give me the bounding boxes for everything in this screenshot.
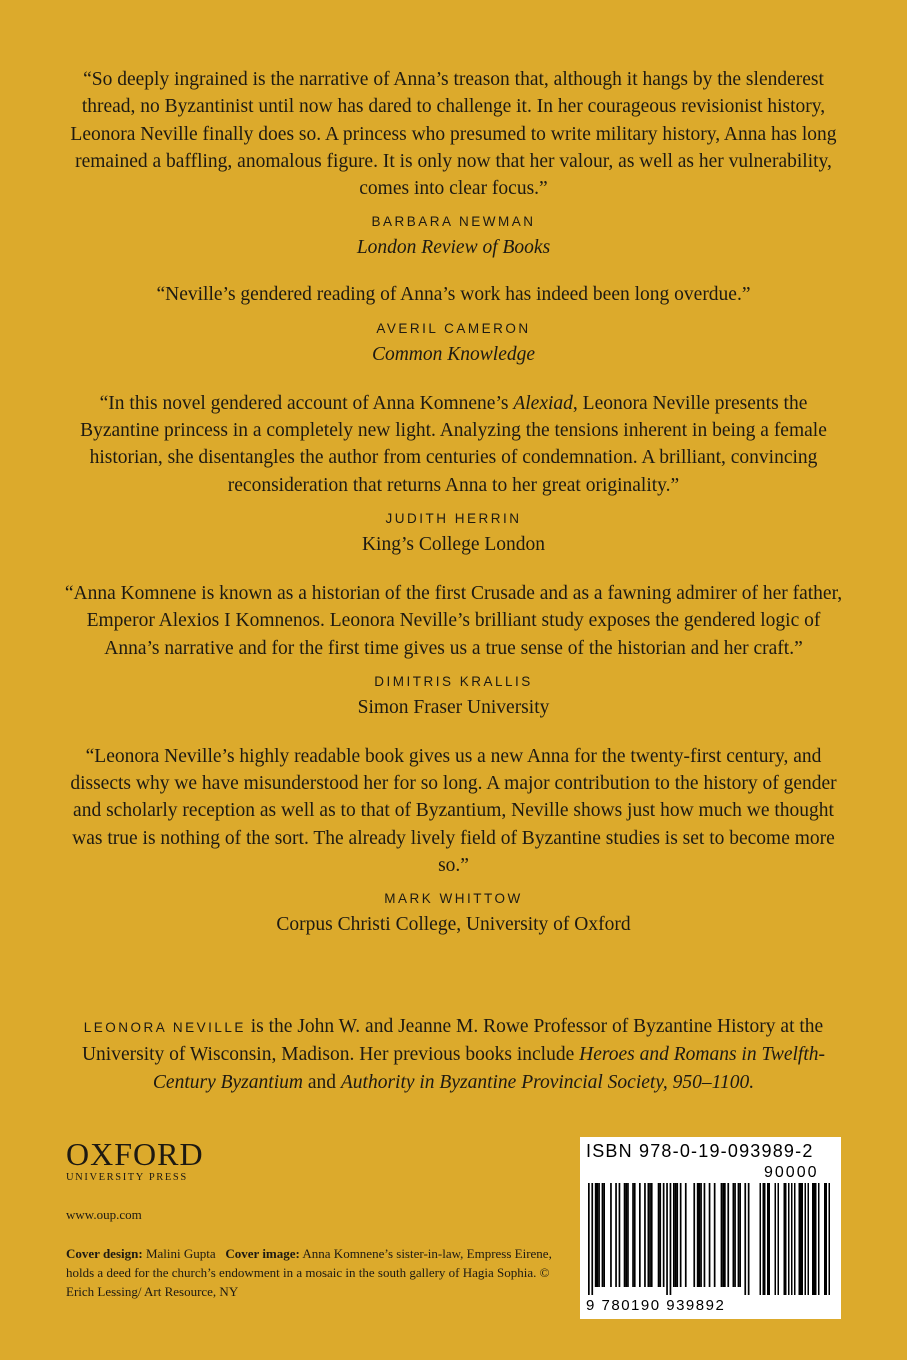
reviewer-name: DIMITRIS KRALLIS xyxy=(374,673,533,689)
barcode-bar xyxy=(744,1183,746,1295)
barcode-addon-bar xyxy=(800,1183,802,1295)
blurb-quote: “Anna Komnene is known as a historian of the first Crusade and as a fawning admirer of her father, Emperor Alexios I Komnenos. Leonora Neville’s brilliant study exposes the gendered logic of Anna’s narrative and for the first time gives us a true sense of the historian and her craft.” xyxy=(64,582,843,659)
barcode-bar xyxy=(738,1183,740,1287)
reviewer-name: JUDITH HERRIN xyxy=(385,510,522,526)
barcode-addon-bar xyxy=(829,1183,831,1295)
barcode-bar xyxy=(644,1183,646,1287)
barcode-bar xyxy=(648,1183,650,1287)
barcode-bar xyxy=(663,1183,665,1287)
reviewer-source: Corpus Christi College, University of Oxford xyxy=(276,914,631,936)
price-code: 90000 xyxy=(764,1164,819,1181)
barcode-bar xyxy=(685,1183,687,1287)
barcode-bar xyxy=(625,1183,627,1287)
barcode-bar xyxy=(634,1183,636,1287)
barcode-bar xyxy=(639,1183,641,1287)
barcode-addon-bar xyxy=(818,1183,820,1295)
barcode-bar xyxy=(714,1183,716,1287)
barcode-bars xyxy=(586,1183,836,1297)
barcode-bar xyxy=(598,1183,600,1287)
publisher-subtitle: UNIVERSITY PRESS xyxy=(66,1172,188,1183)
barcode-addon-bar xyxy=(815,1183,817,1295)
barcode-bar xyxy=(619,1183,621,1287)
blurb-list xyxy=(0,66,907,938)
blurb-quote: “Neville’s gendered reading of Anna’s work has indeed been long overdue.” xyxy=(156,284,751,306)
barcode-bar xyxy=(748,1183,750,1295)
barcode-bar xyxy=(724,1183,726,1287)
barcode-addon-bar xyxy=(763,1183,765,1295)
blurb-quote: “Leonora Neville’s highly readable book gives us a new Anna for the twenty-first century, and dissects why we have misunderstood her for so long. A major contribution to the history of gender and scholarly reception as well as to that of Byzantium, Neville shows just how much we thought was true is nothing of the sort. The already lively field of Byzantine studies is set to become more so.” xyxy=(70,745,837,877)
barcode-bar xyxy=(693,1183,695,1287)
blurb-quote: “So deeply ingrained is the narrative of Anna’s treason that, although it hangs by the slenderest thread, no Byzantinist until now has dared to challenge it. In her courageous revisionist history, Leonora Neville finally does so. A princess who presumed to write military history, Anna has long remained a baffling, anomalous figure. It is only now that her valour, as well as her vulnerability, comes into clear focus.” xyxy=(70,69,837,200)
barcode-bar xyxy=(651,1183,653,1287)
barcode-bar xyxy=(588,1183,590,1295)
quote-part: “In this novel gendered account of Anna Komnene’s xyxy=(99,392,514,414)
barcode-addon-bar xyxy=(824,1183,826,1295)
blurb-cameron xyxy=(0,281,907,367)
barcode-addon-bar xyxy=(784,1183,786,1295)
publisher-website: www.oup.com xyxy=(66,1207,142,1222)
barcode-bar xyxy=(659,1183,661,1287)
barcode-bar xyxy=(727,1183,729,1287)
reviewer-name: BARBARA NEWMAN xyxy=(371,214,536,230)
blurb-whittow xyxy=(59,743,849,938)
barcode-bar xyxy=(610,1183,612,1287)
barcode-bar xyxy=(722,1183,724,1287)
barcode-bar xyxy=(734,1183,736,1287)
barcode-bar xyxy=(624,1183,626,1287)
publisher-name: OXFORD xyxy=(66,1136,204,1172)
ean-digits: 9 780190 939892 xyxy=(586,1297,726,1314)
blurb-krallis xyxy=(59,580,849,721)
reviewer-name: MARK WHITTOW xyxy=(384,891,523,907)
barcode-bar xyxy=(627,1183,629,1287)
barcode-addon-bar xyxy=(788,1183,790,1295)
bio-text: and xyxy=(302,1071,341,1093)
barcode-bar xyxy=(709,1183,711,1287)
credit-value: Malini Gupta xyxy=(142,1246,216,1261)
barcode-bar xyxy=(680,1183,682,1287)
barcode-addon-bar xyxy=(764,1183,766,1295)
barcode-addon-bar xyxy=(760,1183,762,1295)
reviewer-name: AVERIL CAMERON xyxy=(376,320,531,336)
barcode-addon-bar xyxy=(778,1183,780,1295)
barcode-addon-bar xyxy=(769,1183,771,1295)
barcode-bar xyxy=(597,1183,599,1287)
barcode-addon-bar xyxy=(791,1183,793,1295)
barcode-addon-bar xyxy=(799,1183,801,1295)
bio-text: is the John W. and Jeanne M. Rowe Professor of Byzantine History at the University of Wisconsin, Madison. Her previous books include xyxy=(81,1016,824,1066)
barcode-bar xyxy=(603,1183,605,1287)
barcode-bar xyxy=(700,1183,702,1287)
barcode-bar xyxy=(591,1183,593,1295)
reviewer-source: Common Knowledge xyxy=(371,343,536,365)
barcode-addon-bar xyxy=(805,1183,807,1295)
credit-value: Anna Komnene’s sister-in-law, Empress Eirene, holds a deed for the church’s endowment in a mosaic in the south gallery of Hagia Sophia. © Erich Lessing/ Art Resource, NY xyxy=(66,1246,552,1299)
credit-label: Cover image: xyxy=(225,1246,300,1261)
barcode-addon-bar xyxy=(814,1183,816,1295)
blurb-quote xyxy=(59,390,849,499)
barcode-bar xyxy=(699,1183,701,1287)
cover-credits xyxy=(66,1244,566,1301)
barcode-bar xyxy=(602,1183,604,1287)
blurb-newman xyxy=(64,66,844,261)
barcode-bar xyxy=(649,1183,651,1287)
reviewer-source: London Review of Books xyxy=(356,237,551,259)
barcode-bar xyxy=(704,1183,706,1287)
barcode-addon-bar xyxy=(826,1183,828,1295)
barcode-bar xyxy=(666,1183,668,1295)
barcode-bar xyxy=(676,1183,678,1287)
barcode-bar xyxy=(632,1183,634,1287)
barcode-bar xyxy=(673,1183,675,1287)
barcode-addon-bar xyxy=(767,1183,769,1295)
barcode-bar xyxy=(675,1183,677,1287)
isbn-text: ISBN 978-0-19-093989-2 xyxy=(586,1141,814,1161)
barcode-addon-bar xyxy=(775,1183,777,1295)
reviewer-source: King’s College London xyxy=(361,533,546,555)
credit-label: Cover design: xyxy=(66,1246,143,1261)
publisher-logo xyxy=(66,1138,216,1183)
barcode-addon-bar xyxy=(808,1183,810,1295)
barcode-addon-bar xyxy=(812,1183,814,1295)
barcode-bar xyxy=(733,1183,735,1287)
quote-part: , Leonora Neville presents the Byzantine princess in a completely new light. Analyzing the tensions inherent in being a female historian, she disentangles the author from centuries of condemnation. A brilliant, convincing reconsideration that returns Anna to her great originality.” xyxy=(80,392,827,496)
barcode-bar xyxy=(615,1183,617,1287)
barcode-panel xyxy=(580,1137,841,1319)
reviewer-source: Simon Fraser University xyxy=(357,696,550,718)
book-title: Heroes and Romans in Twelfth-Century Byzantium xyxy=(152,1044,826,1093)
barcode-bar xyxy=(658,1183,660,1287)
barcode-bar xyxy=(739,1183,741,1287)
barcode-addon-bar xyxy=(802,1183,804,1295)
barcode-bar xyxy=(595,1183,597,1287)
author-bio xyxy=(60,1013,847,1096)
quote-italic-title: Alexiad xyxy=(513,392,573,414)
barcode-bar xyxy=(697,1183,699,1287)
blurb-herrin xyxy=(59,390,849,558)
barcode-addon-bar xyxy=(794,1183,796,1295)
barcode-bar xyxy=(670,1183,672,1295)
barcode-addon-bar xyxy=(785,1183,787,1295)
book-title: Authority in Byzantine Provincial Society, 950–1100. xyxy=(340,1071,755,1093)
barcode-bar xyxy=(721,1183,723,1287)
author-name: LEONORA NEVILLE xyxy=(83,1020,246,1035)
